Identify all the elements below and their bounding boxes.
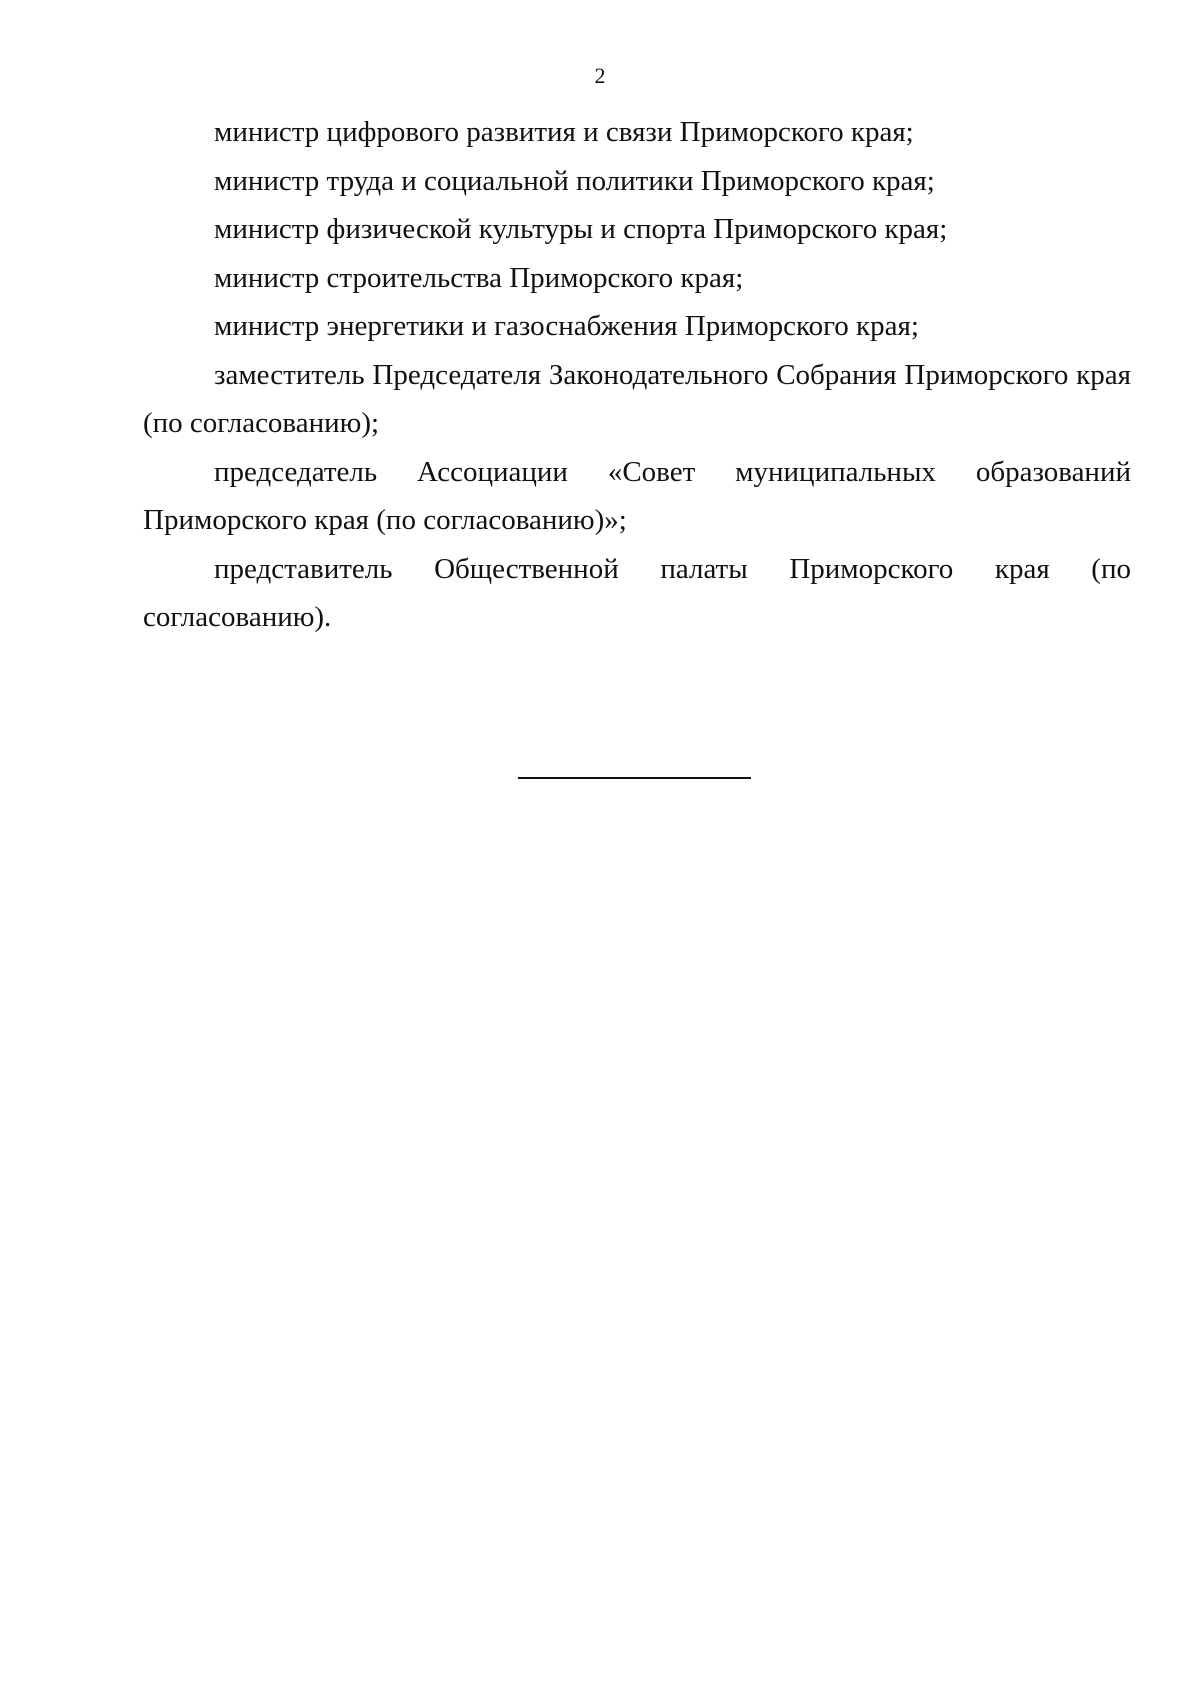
paragraph-labor-minister: министр труда и социальной политики Приморского края;	[214, 164, 935, 197]
page-number: 2	[594, 63, 606, 88]
paragraph-deputy-chairman: заместитель Председателя Законодательного Собрания Приморского края (по согласованию);	[143, 358, 1131, 439]
paragraph-association-chairman: председатель Ассоциации «Совет муниципальных образований Приморского края (по согласованию)»;	[143, 455, 1131, 536]
body-text	[143, 108, 1131, 642]
paragraph-public-chamber-representative: представитель Общественной палаты Приморского края (по согласованию).	[143, 552, 1131, 633]
paragraph-energy-minister: министр энергетики и газоснабжения Приморского края;	[214, 310, 919, 342]
paragraph-digital-development-minister: министр цифрового развития и связи Приморского края;	[214, 116, 914, 148]
paragraph-construction-minister: министр строительства Приморского края;	[214, 261, 744, 294]
end-separator-line	[518, 777, 751, 779]
paragraph-sports-minister: министр физической культуры и спорта Приморского края;	[214, 213, 948, 245]
